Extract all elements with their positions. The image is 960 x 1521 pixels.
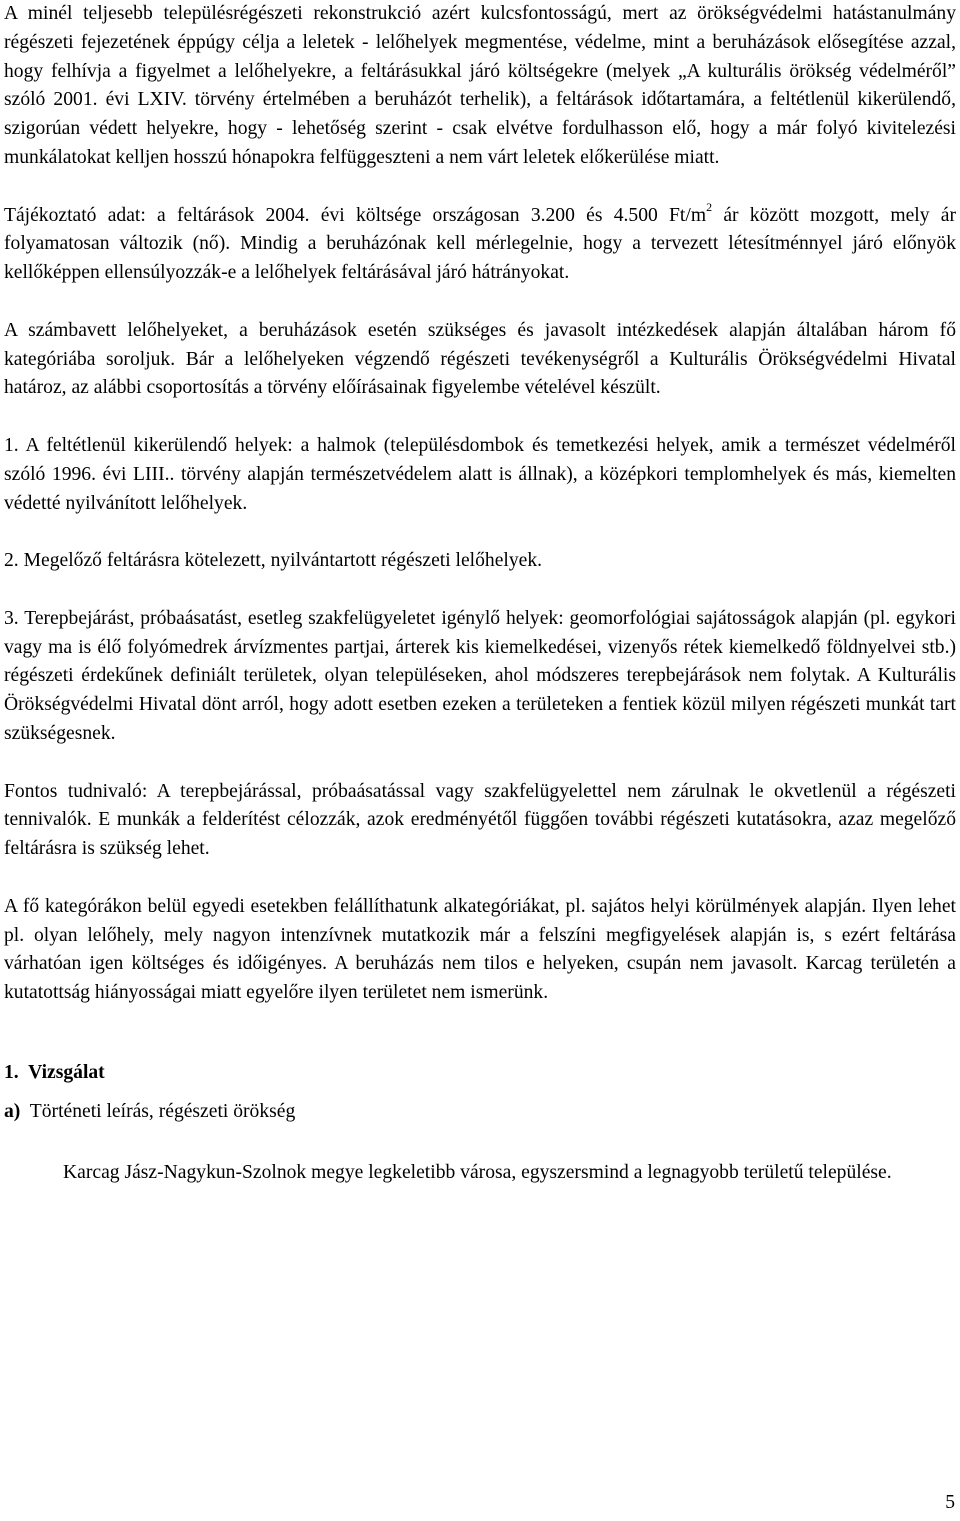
subsection-title: Történeti leírás, régészeti örökség xyxy=(29,1100,296,1122)
section-title: Vizsgálat xyxy=(28,1061,105,1083)
important-note-paragraph: Fontos tudnivaló: A terepbejárással, próbaásatással vagy szakfelügyelettel nem zárulnak le okvetlenül a régészeti tennivalók. E munkák a felderítést célozzák, azok eredményétől függően további régészeti kutatásokra, azaz megelőző feltárásra is szükség lehet. xyxy=(4,780,956,860)
subsection-label: a) xyxy=(4,1100,21,1122)
paragraph-gap xyxy=(4,1008,956,1059)
category-3-paragraph: 3. Terepbejárást, próbaásatást, esetleg szakfelügyeletet igénylő helyek: geomorfológiai sajátosságok alapján (pl. egykori vagy ma is élő folyómedrek árvízmentes partjai, árterek kis kiemelkedései, vizenyős rétek kiemelkedő földnyelvei stb.) régészeti érdekűnek definiált területek, olyan településeken, ahol módszeres terepbejárások nem folytak. A Kulturális Örökségvédelmi Hivatal dönt arról, hogy adott esetben ezeken a területeken a fentiek közül milyen régészeti munkát tart szükségesnek. xyxy=(4,607,956,744)
section-number: 1. xyxy=(4,1061,19,1083)
paragraph-gap xyxy=(4,749,956,778)
categories-paragraph: A számbavett lelőhelyeket, a beruházások esetén szükséges és javasolt intézkedések alapján általában három fő kategóriába soroljuk. Bár a lelőhelyeken végzendő régészeti tevékenységről a Kulturális Örökségvédelmi Hivatal határoz, az alábbi csoportosítás a törvény előírásainak figyelembe vételével készült. xyxy=(4,319,956,399)
cost-info-paragraph xyxy=(4,202,956,288)
category-2-paragraph: 2. Megelőző feltárásra kötelezett, nyilvántartott régészeti lelőhelyek. xyxy=(4,550,543,572)
page-number: 5 xyxy=(945,1492,955,1513)
paragraph-gap xyxy=(4,518,956,547)
subsection-gap xyxy=(4,1126,956,1159)
paragraph-gap xyxy=(4,288,956,317)
heading-gap xyxy=(4,1088,956,1098)
paragraph-gap xyxy=(4,576,956,605)
paragraph-gap xyxy=(4,403,956,432)
section-heading xyxy=(4,1059,956,1088)
subcategories-paragraph: A fő kategórákon belül egyedi esetekben felállíthatunk alkategóriákat, pl. sajátos helyi körülmények alapján. Ilyen lehet pl. olyan lelőhely, mely nagyon intenzívnek mutatkozik már a felszíni megfigyelések alapján is, s ezért feltárása várhatóan igen költséges és időigényes. A beruházás nem tilos e helyeken, csupán nem javasolt. Karcag területén a kutatottság hiányosságai miatt egyelőre ilyen területet nem ismerünk. xyxy=(4,895,956,1004)
square-meter-exponent: 2 xyxy=(706,200,713,215)
karcag-description: Karcag Jász-Nagykun-Szolnok megye legkeletibb városa, egyszersmind a legnagyobb területű települése. xyxy=(63,1162,892,1184)
paragraph-gap xyxy=(4,864,956,893)
paragraph-gap xyxy=(4,173,956,202)
cost-info-text-end: ár között mozgott, mely ár folyamatosan változik (nő). Mindig a beruházónak kell mérlegelnie, hogy a tervezett létesítménnyel járó előnyök kellőképpen ellensúlyozzák-e a lelőhelyek feltárásával járó hátrányokat. xyxy=(4,204,957,284)
document-page xyxy=(4,0,956,1188)
cost-info-text-start: Tájékoztató adat: a feltárások 2004. évi költsége országosan 3.200 és 4.500 Ft/m xyxy=(4,204,707,226)
intro-paragraph: A minél teljesebb településrégészeti rekonstrukció azért kulcsfontosságú, mert az örökségvédelmi hatástanulmány régészeti fejezetének éppúgy célja a leletek - lelőhelyek megmentése, védelme, mint a beruházások elősegítése azzal, hogy felhívja a figyelmet a lelőhelyekre, a feltárásukkal járó költségekre (melyek „A kulturális örökség védelméről” szóló 2001. évi LXIV. törvény értelmében a beruházót terhelik), a feltárások időtartamára, a feltétlenül kikerülendő, szigorúan védett helyekre, hogy - lehetőség szerint - csak elvétve fordulhasson elő, hogy a már folyó kivitelezési munkálatokat kelljen hosszú hónapokra felfüggeszteni a nem várt leletek előkerülése miatt. xyxy=(4,3,956,168)
subsection-heading xyxy=(4,1098,956,1127)
category-1-paragraph: 1. A feltétlenül kikerülendő helyek: a halmok (településdombok és temetkezési helyek, amik a természet védelméről szóló 1996. évi LIII.. törvény alapján természetvédelem alatt is állnak), a középkori templomhelyek és más, kiemelten védetté nyilvánított lelőhelyek. xyxy=(4,434,956,514)
